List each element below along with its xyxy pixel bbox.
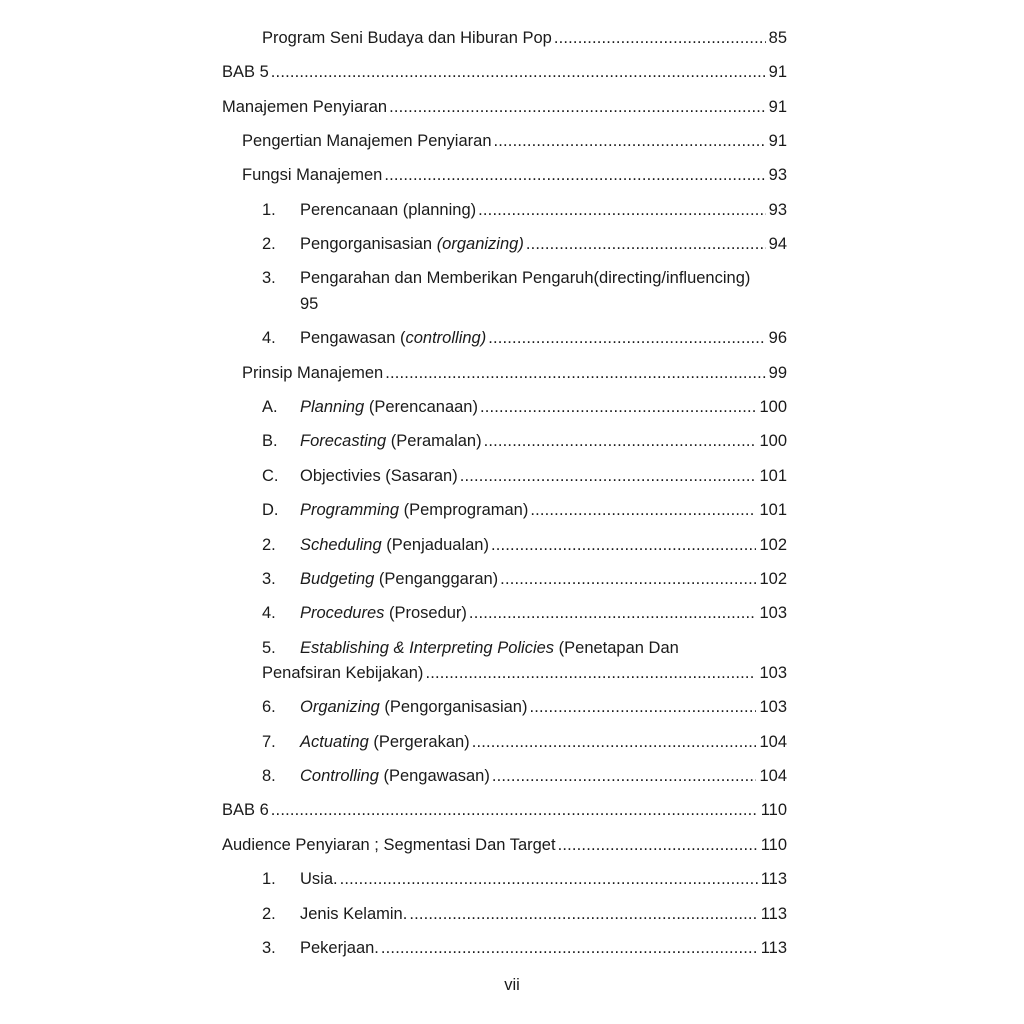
toc-entry-number: C.: [262, 467, 279, 485]
toc-entry-number: 2.: [262, 905, 276, 923]
toc-entry-label: Pengertian Manajemen Penyiaran: [242, 132, 492, 150]
toc-entry-label: Program Seni Budaya dan Hiburan Pop: [262, 29, 552, 47]
toc-entry-number: 3.: [262, 570, 276, 588]
toc-entry[interactable]: [262, 695, 787, 719]
toc-page-number: 113: [760, 905, 787, 923]
leader-dots: [384, 163, 765, 187]
toc-entry-label: Pengawasan (controlling): [300, 329, 487, 347]
toc-entry-label: Programming (Pemprograman): [300, 501, 529, 519]
toc-page-number: 101: [759, 501, 787, 519]
leader-dots: [491, 533, 756, 557]
leader-dots: [484, 429, 757, 453]
toc-page-number: 94: [768, 235, 787, 253]
page-footer-number: vii: [504, 976, 520, 994]
toc-entry-number: D.: [262, 501, 279, 519]
toc-page-number: 110: [760, 801, 787, 819]
leader-dots: [526, 232, 766, 256]
toc-entry[interactable]: [242, 163, 787, 187]
toc-entry-number: 8.: [262, 767, 276, 785]
toc-entry-label: Penafsiran Kebijakan): [262, 664, 424, 682]
toc-entry-number: 6.: [262, 698, 276, 716]
toc-entry-label: Controlling (Pengawasan): [300, 767, 490, 785]
toc-entry-number: 2.: [262, 536, 276, 554]
toc-entry-label: Organizing (Pengorganisasian): [300, 698, 528, 716]
toc-entry-label: Manajemen Penyiaran: [222, 98, 388, 116]
toc-entry-number: 3.: [262, 269, 276, 287]
toc-entry-label: Procedures (Prosedur): [300, 604, 467, 622]
leader-dots: [472, 730, 757, 754]
toc-entry[interactable]: [262, 902, 787, 926]
toc-entry-number: 4.: [262, 604, 276, 622]
toc-entry-continuation: [300, 292, 318, 316]
toc-entry[interactable]: [222, 798, 787, 822]
leader-dots: [389, 95, 766, 119]
toc-entry-number: 5.: [262, 639, 276, 657]
toc-entry-label: Forecasting (Peramalan): [300, 432, 482, 450]
toc-page-number: 96: [768, 329, 787, 347]
leader-dots: [500, 567, 756, 591]
toc-entry[interactable]: [262, 198, 787, 222]
toc-entry[interactable]: [262, 232, 787, 256]
toc-page-number: 103: [759, 698, 787, 716]
toc-entry-number: B.: [262, 432, 278, 450]
toc-entry[interactable]: [262, 636, 679, 660]
toc-entry-continuation[interactable]: [262, 661, 787, 685]
toc-page-number: 113: [760, 939, 787, 957]
leader-dots: [381, 936, 758, 960]
toc-page-number: 93: [768, 201, 787, 219]
toc-entry[interactable]: [262, 266, 750, 290]
toc-entry-number: 3.: [262, 939, 276, 957]
toc-page-number: 101: [759, 467, 787, 485]
toc-entry[interactable]: [222, 833, 787, 857]
leader-dots: [488, 326, 765, 350]
toc-entry-label: Budgeting (Penganggaran): [300, 570, 499, 588]
toc-page-number: 103: [759, 604, 787, 622]
toc-entry-label: Audience Penyiaran ; Segmentasi Dan Target: [222, 836, 556, 854]
toc-entry[interactable]: [222, 95, 787, 119]
toc-page-number: 104: [759, 767, 787, 785]
toc-entry-label: Prinsip Manajemen: [242, 364, 384, 382]
toc-page-number: 113: [760, 870, 787, 888]
toc-entry-label: Pekerjaan.: [300, 939, 379, 957]
toc-page-number: 100: [759, 432, 787, 450]
toc-entry[interactable]: [262, 533, 787, 557]
toc-page-number: 91: [768, 132, 787, 150]
leader-dots: [409, 902, 757, 926]
leader-dots: [530, 498, 756, 522]
leader-dots: [492, 764, 757, 788]
toc-entry[interactable]: [262, 867, 787, 891]
toc-entry-label: Actuating (Pergerakan): [300, 733, 470, 751]
toc-entry-label: Scheduling (Penjadualan): [300, 536, 489, 554]
toc-entry-label-italic: Establishing & Interpreting Policies: [300, 639, 555, 657]
leader-dots: [271, 60, 766, 84]
toc-entry[interactable]: [262, 601, 787, 625]
toc-page-number: 102: [759, 570, 787, 588]
toc-entry-label: BAB 5: [222, 63, 269, 81]
toc-entry-number: A.: [262, 398, 278, 416]
toc-entry-number: 4.: [262, 329, 276, 347]
leader-dots: [425, 661, 756, 685]
toc-entry[interactable]: [262, 395, 787, 419]
toc-page-number: 110: [760, 836, 787, 854]
leader-dots: [554, 26, 766, 50]
leader-dots: [469, 601, 757, 625]
toc-entry[interactable]: [262, 730, 787, 754]
toc-page-number: 100: [759, 398, 787, 416]
toc-entry[interactable]: [262, 498, 787, 522]
leader-dots: [460, 464, 757, 488]
toc-page-number: 91: [768, 63, 787, 81]
toc-entry-label: Pengarahan dan Memberikan Pengaruh(directing/influencing): [300, 269, 751, 287]
leader-dots: [340, 867, 758, 891]
toc-entry-label: Jenis Kelamin.: [300, 905, 408, 923]
toc-entry[interactable]: [262, 936, 787, 960]
toc-entry-number: 2.: [262, 235, 276, 253]
toc-entry-label: Objectivies (Sasaran): [300, 467, 458, 485]
toc-entry-label: (Penetapan Dan: [554, 639, 679, 657]
toc-entry[interactable]: [222, 60, 787, 84]
toc-entry[interactable]: [262, 26, 787, 50]
leader-dots: [494, 129, 766, 153]
toc-entry-label: Usia.: [300, 870, 338, 888]
toc-entry-label: BAB 6: [222, 801, 269, 819]
toc-page-number: 93: [768, 166, 787, 184]
toc-page-number: 102: [759, 536, 787, 554]
toc-entry-number: 7.: [262, 733, 276, 751]
toc-entry-label: Planning (Perencanaan): [300, 398, 478, 416]
toc-page-number: 95: [300, 295, 319, 313]
toc-entry[interactable]: [262, 464, 787, 488]
leader-dots: [480, 395, 756, 419]
toc-entry[interactable]: [262, 567, 787, 591]
leader-dots: [558, 833, 758, 857]
leader-dots: [271, 798, 758, 822]
toc-entry[interactable]: [242, 361, 787, 385]
toc-entry-number: 1.: [262, 870, 276, 888]
toc-page-number: 99: [768, 364, 787, 382]
toc-page-number: 104: [759, 733, 787, 751]
toc-entry-label: Fungsi Manajemen: [242, 166, 383, 184]
toc-entry[interactable]: [262, 429, 787, 453]
toc-entry-label: Perencanaan (planning): [300, 201, 477, 219]
toc-page-number: 103: [759, 664, 787, 682]
leader-dots: [385, 361, 765, 385]
toc-page-number: 85: [768, 29, 787, 47]
toc-page-number: 91: [768, 98, 787, 116]
toc-entry[interactable]: [242, 129, 787, 153]
leader-dots: [478, 198, 766, 222]
toc-entry-label: Pengorganisasian (organizing): [300, 235, 524, 253]
toc-entry[interactable]: [262, 326, 787, 350]
toc-entry[interactable]: [262, 764, 787, 788]
toc-entry-number: 1.: [262, 201, 276, 219]
leader-dots: [529, 695, 756, 719]
